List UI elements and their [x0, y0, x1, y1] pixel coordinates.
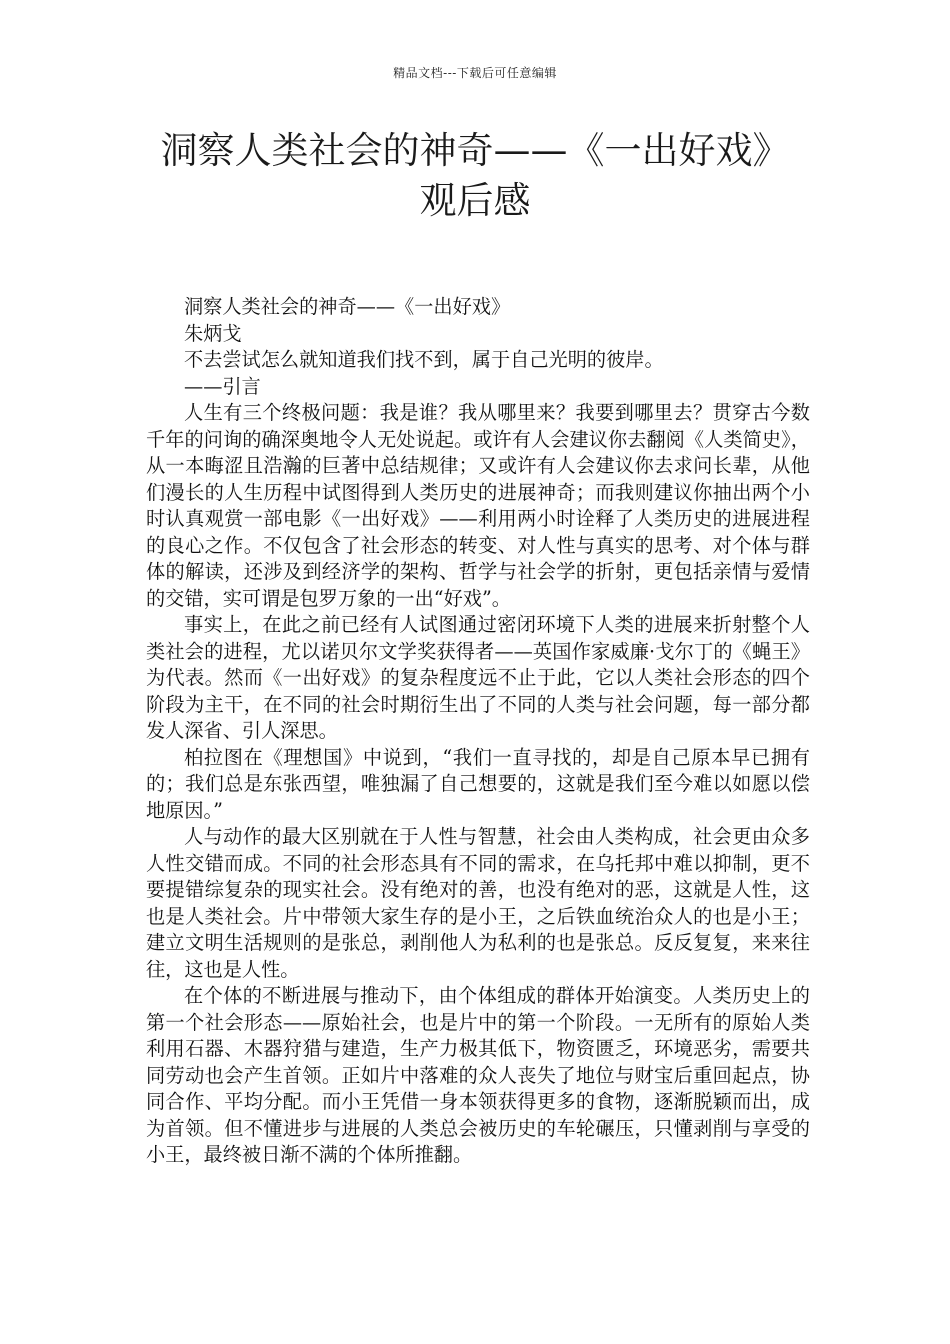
title-line-2: 观后感	[419, 179, 531, 222]
epigraph-line: 不去尝试怎么就知道我们找不到，属于自己光明的彼岸。	[184, 348, 664, 371]
paragraph: 柏拉图在《理想国》中说到，“我们一直寻找的，却是自己原本早已拥有的；我们总是东张西望，唯独漏了自己想要的，这就是我们至今难以如愿以偿地原因。”	[146, 745, 810, 822]
paragraph: 人与动作的最大区别就在于人性与智慧，社会由人类构成，社会更由众多人性交错而成。不同的社会形态具有不同的需求，在乌托邦中难以抑制，更不要提错综复杂的现实社会。没有绝对的善，也没有绝对的恶，这就是人性，这也是人类社会。片中带领大家生存的是小王，之后铁血统治众人的也是小王；建立文明生活规则的是张总，剥削他人为私利的也是张总。反反复复，来来往往，这也是人性。	[146, 825, 810, 981]
paragraph: 人生有三个终极问题：我是谁？我从哪里来？我要到哪里去？贯穿古今数千年的问询的确深奥地令人无处说起。或许有人会建议你去翻阅《人类简史》，从一本晦涩且浩瀚的巨著中总结规律；又或许有人会建议你去求问长辈，从他们漫长的人生历程中试图得到人类历史的进展神奇；而我则建议你抽出两个小时认真观赏一部电影《一出好戏》——利用两小时诠释了人类历史的进展进程的良心之作。不仅包含了社会形态的转变、对人性与真实的思考、对个体与群体的解读，还涉及到经济学的架构、哲学与社会学的折射，更包括亲情与爱情的交错，实可谓是包罗万象的一出“好戏”。	[146, 401, 810, 610]
sub-title-line: 洞察人类社会的神奇——《一出好戏》	[184, 295, 511, 318]
paragraph: 在个体的不断进展与推动下，由个体组成的群体开始演变。人类历史上的第一个社会形态——原始社会，也是片中的第一个阶段。一无所有的原始人类利用石器、木器狩猎与建造，生产力极其低下，物资匮乏，环境恶劣，需要共同劳动也会产生首领。正如片中落难的众人丧失了地位与财宝后重回起点，协同合作、平均分配。而小王凭借一身本领获得更多的食物，逐渐脱颖而出，成为首领。但不懂进步与进展的人类总会被历史的车轮碾压，只懂剥削与享受的小王，最终被日渐不满的个体所推翻。	[146, 984, 810, 1166]
title-line-1: 洞察人类社会的神奇——《一出好戏》	[160, 129, 790, 172]
document-body	[146, 294, 810, 1169]
paragraph: 事实上，在此之前已经有人试图通过密闭环境下人类的进展来折射整个人类社会的进程，尤以诺贝尔文学奖获得者——英国作家威廉·戈尔丁的《蝇王》为代表。然而《一出好戏》的复杂程度远不止于此，它以人类社会形态的四个阶段为主干，在不同的社会时期衍生出了不同的人类与社会问题，每一部分都发人深省、引人深思。	[146, 613, 810, 742]
header-note: 精品文档---下载后可任意编辑	[393, 66, 557, 80]
epigraph-source-line: ——引言	[184, 374, 261, 398]
document-title	[110, 126, 840, 226]
author-line: 朱炳戈	[184, 321, 242, 345]
